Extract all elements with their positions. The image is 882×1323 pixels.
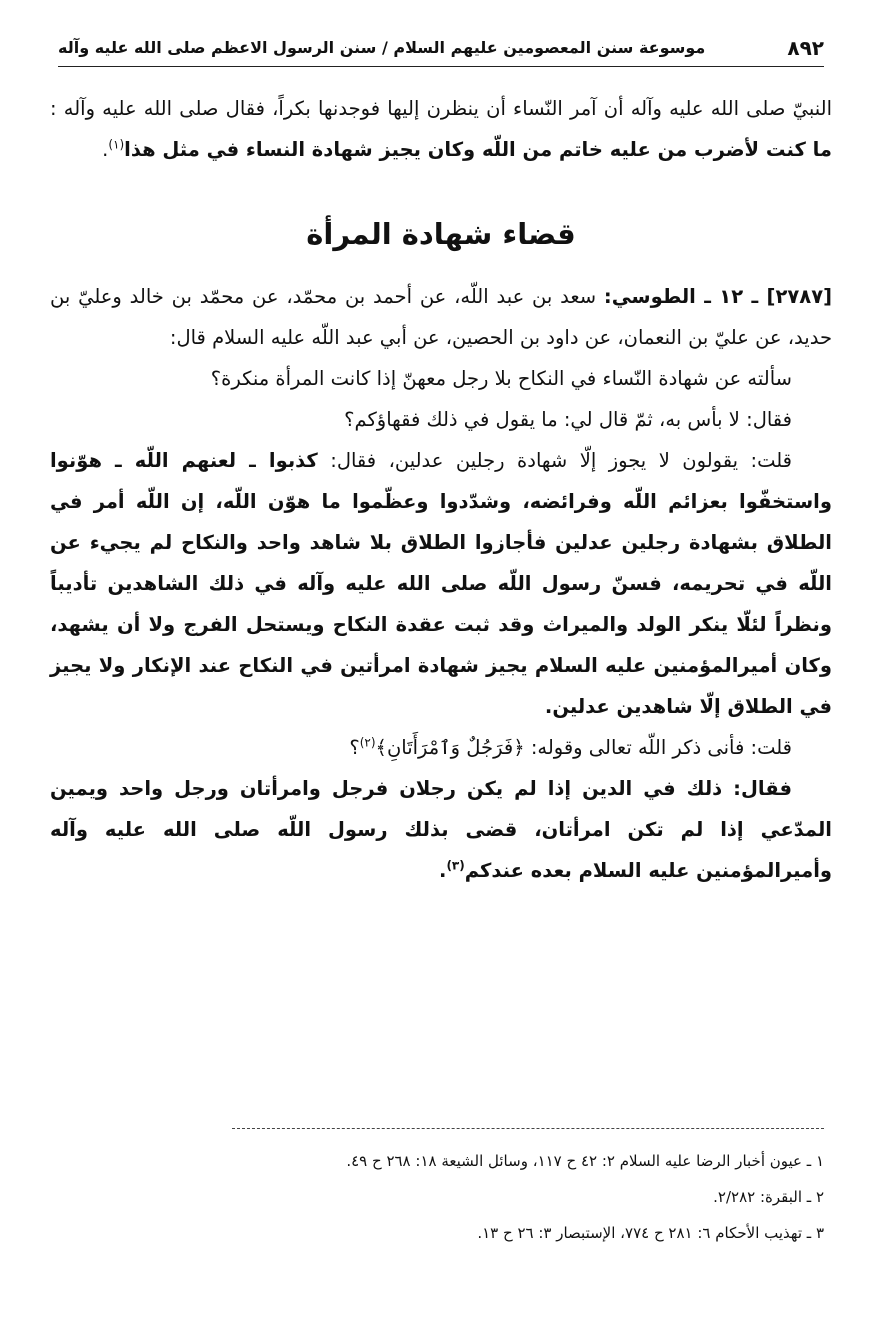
hadith-reference: [٢٧٨٧] ـ ١٢ ـ الطوسي: [603, 285, 833, 308]
hadith-chain: سعد بن عبد اللّه، عن أحمد بن محمّد، عن محمّد بن خالد وعليّ بن حديد، عن عليّ بن النعمان، عن داود بن الحصين، عن أبي عبد اللّه عليه السلام قال: [50, 285, 832, 349]
question-2-paragraph [50, 440, 832, 727]
intro-quote: ما كنت لأضرب من عليه خاتم من اللّه وكان يجيز شهادة النساء في مثل هذا [124, 138, 832, 161]
footnote-2: ٢ ـ البقرة: ٢/٢٨٢. [713, 1188, 824, 1206]
question-3-paragraph [50, 727, 832, 768]
section-heading: قضاء شهادة المرأة [306, 217, 576, 251]
question-2: قلت: يقولون لا يجوز إلّا شهادة رجلين عدلين، فقال: [330, 449, 792, 472]
question-1: سألته عن شهادة النّساء في النكاح بلا رجل معهنّ إذا كانت المرأة منكرة؟ [210, 367, 792, 390]
footnote-1: ١ ـ عيون أخبار الرضا عليه السلام ٢: ٤٢ ح ١١٧، وسائل الشيعة ١٨: ٢٦٨ ح ٤٩. [346, 1152, 824, 1170]
answer-3-end: . [439, 859, 447, 882]
answer-3-paragraph [50, 768, 832, 891]
footnote-marker-2: (٢) [359, 735, 376, 750]
footnote-marker-1: (١) [108, 137, 125, 152]
footnote-divider [232, 1128, 824, 1129]
intro-paragraph [50, 88, 832, 170]
question-3: قلت: فأنى ذكر اللّه تعالى وقوله: ﴿فَرَجُلٌ وَٱمْرَأَتَانِ﴾ [375, 736, 792, 759]
question-3-end: ؟ [349, 736, 360, 759]
intro-text: النبيّ صلى الله عليه وآله أن آمر النّساء أن ينظرن إليها فوجدنها بكراً، فقال صلى الله عليه وآله : [50, 97, 832, 120]
intro-end: . [102, 138, 109, 161]
body-text [50, 88, 832, 891]
footnotes [58, 1150, 824, 1258]
page-header [58, 32, 824, 67]
running-title: موسوعة سنن المعصومين عليهم السلام / سنن الرسول الاعظم صلى الله عليه وآله [58, 38, 706, 57]
answer-3: فقال: ذلك في الدين إذا لم يكن رجلان فرجل وامرأتان ورجل واحد ويمين المدّعي إذا لم تكن امرأتان، قضى بذلك رسول اللّه صلى الله عليه وآله وأميرالمؤمنين عليه السلام بعده عندكم [50, 777, 832, 882]
page-number: ٨٩٢ [787, 36, 824, 60]
answer-2: كذبوا ـ لعنهم اللّه ـ هوّنوا واستخفّوا بعزائم اللّه وفرائضه، وشدّدوا وعظّموا ما هوّن اللّه، إن اللّه أمر في الطلاق بشهادة رجلين عدلين فأجازوا الطلاق بلا شاهد واحد والنكاح لم يجيء عن اللّه في تحريمه، فسنّ رسول اللّه صلى الله عليه وآله في ذلك الشاهدين تأديباً ونظراً لئلّا ينكر الولد والميراث وقد ثبت عقدة النكاح ويستحل الفرج ولا أن يشهد، وكان أميرالمؤمنين عليه السلام يجيز شهادة امرأتين في النكاح عند الإنكار ولا يجيز في الطلاق إلّا شاهدين عدلين. [50, 449, 832, 718]
footnote-3: ٣ ـ تهذيب الأحكام ٦: ٢٨١ ح ٧٧٤، الإستبصار ٣: ٢٦ ح ١٣. [477, 1224, 824, 1242]
hadith-chain-paragraph [50, 276, 832, 358]
answer-1: فقال: لا بأس به، ثمّ قال لي: ما يقول في ذلك فقهاؤكم؟ [344, 408, 792, 431]
footnote-marker-3: (٣) [446, 858, 465, 873]
